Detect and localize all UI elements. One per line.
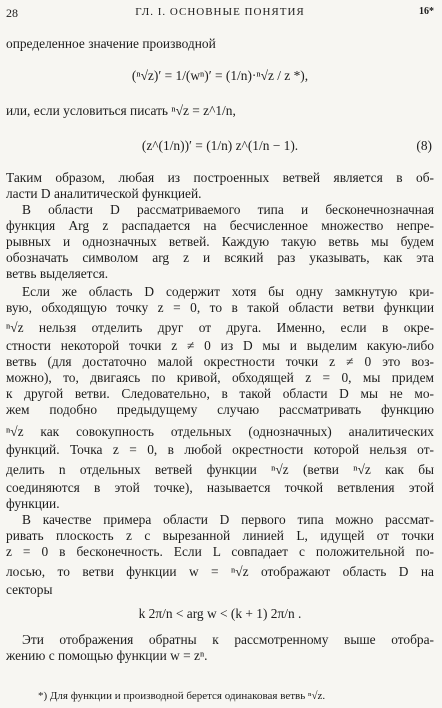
text-line: можно), то, двигаясь по кривой, обходящей z = 0, мы придем: [6, 370, 434, 385]
text-line: секторы: [6, 582, 53, 597]
text-line: жем подобно предыдущему случаю рассматривать функцию: [6, 402, 434, 417]
text-line: Если же область D содержит хотя бы одну замкнутую кри-: [22, 284, 434, 299]
text-line: функции.: [6, 496, 60, 511]
signature-mark: 16*: [419, 6, 434, 17]
page-number: 28: [6, 6, 18, 20]
footnote: *) Для функции и производной берется одинаковая ветвь ⁿ√z.: [38, 690, 326, 702]
running-title: ГЛ. I. ОСНОВНЫЕ ПОНЯТИЯ: [135, 6, 305, 18]
text-line: функций. Точка z = 0, в любой окрестности которой нельзя от-: [6, 442, 434, 457]
text-line: В области D рассматриваемого типа и бесконечнозначная: [22, 202, 434, 217]
text-line: ветвь (для достаточно малой окрестности точки z ≠ 0 это воз-: [6, 354, 434, 369]
text-line: стности некоторой точки z ≠ 0 из D мы и выделим какую-либо: [6, 338, 434, 353]
text-line: определенное значение производной: [6, 36, 216, 51]
text-line: обозначать символом arg z и всякий раз указывать, как эта: [6, 250, 434, 265]
text-line: соединяются в этой точке), называется точкой ветвления этой: [6, 480, 434, 495]
equation-number: (8): [416, 138, 432, 153]
text-line: ветвь выделяется.: [6, 266, 109, 281]
text-line: рывных и однозначных ветвей. Каждую такую ветвь мы будем: [6, 234, 434, 249]
text-line: или, если условиться писать ⁿ√z = z^1/n,: [6, 103, 236, 118]
text-line: ⁿ√z как совокупность отдельных (однозначных) аналитических: [6, 424, 434, 439]
text-line: В качестве примера области D первого типа можно рассмат-: [22, 512, 434, 527]
formula-sector: k 2π/n < arg w < (k + 1) 2π/n .: [138, 606, 302, 621]
running-header: [6, 6, 434, 22]
formula-derivative: (ⁿ√z)′ = 1/(wⁿ)′ = (1/n)·ⁿ√z / z *),: [131, 68, 309, 83]
formula-power: (z^(1/n))′ = (1/n) z^(1/n − 1).: [141, 138, 299, 153]
text-line: Таким образом, любая из построенных ветвей является в об-: [6, 170, 434, 185]
text-line: ⁿ√z нельзя отделить друг от друга. Именно, если в окре-: [6, 320, 434, 335]
text-line: функция Arg z распадается на бесчисленное множество непре-: [6, 218, 434, 233]
text-line: z = 0 в бесконечность. Если L совпадает с положительной по-: [6, 544, 434, 559]
text-line: Эти отображения обратны к рассмотренному выше отобра-: [22, 632, 434, 647]
text-line: к другой ветви. Следовательно, в такой области D мы не мо-: [6, 386, 434, 401]
text-line: жению с помощью функции w = zⁿ.: [6, 648, 208, 663]
text-line: вую, обходящую точку z = 0, то в такой области ветви функции: [6, 300, 434, 315]
text-line: делить n отдельных ветвей функции ⁿ√z (ветви ⁿ√z как бы: [6, 462, 434, 477]
text-line: лосью, то ветви функции w = ⁿ√z отображают область D на: [6, 564, 434, 579]
text-line: ласти D аналитической функцией.: [6, 186, 202, 201]
text-line: ривать плоскость z с вырезанной линией L, идущей от точки: [6, 528, 434, 543]
